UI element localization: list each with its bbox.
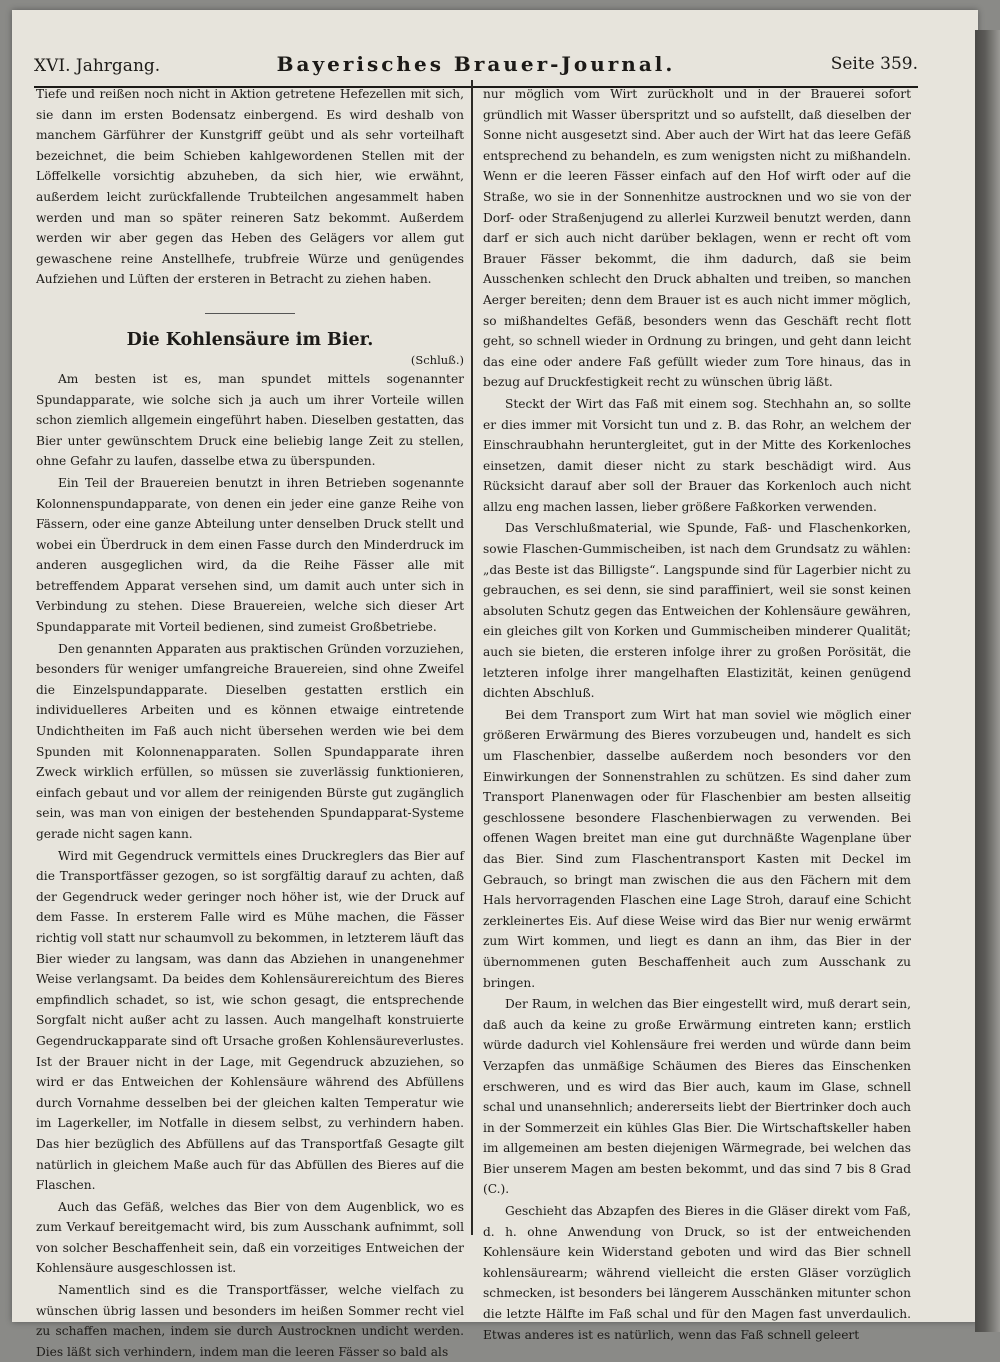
paragraph: Wird mit Gegendruck vermittels eines Druckreglers das Bier auf die Transportfässer gezogen, so ist sorgfältig darauf zu achten, daß der Gegendruck weder geringer noch höher ist, wie der Druck auf dem Fasse. In ersterem Falle wird es Mühe machen, die Fässer richtig voll statt nur schaumvoll zu bekommen, in letzterem läuft das Bier wieder zu langsam, was dann das Abziehen in unangenehmer Weise verlangsamt. Da beides dem Kohlensäurereichtum des Bieres empfindlich schadet, so ist, wie schon gesagt, die entsprechende Sorgfalt nicht außer acht zu lassen. Auch mangelhaft konstruierte Gegendruckapparate sind oft Ursache großen Kohlensäureverlustes. Ist der Brauer nicht in der Lage, mit Gegendruck abzuziehen, so wird er das Entweichen der Kohlensäure während des Abfüllens durch Vornahme desselben bei der gleichen kalten Temperatur wie im Lagerkeller, im Notfalle in diesem selbst, zu verhindern haben. Das hier bezüglich des Abfüllens auf das Transportfaß Gesagte gilt natürlich in gleichem Maße auch für das Abfüllen des Bieres auf die Flaschen. bbox=[36, 848, 464, 1193]
paragraph: Das Verschlußmaterial, wie Spunde, Faß- und Flaschenkorken, sowie Flaschen-Gummischeiben, ist nach dem Grundsatz zu wählen: „das Beste ist das Billigste“. Langspunde sind für Lagerbier nicht zu gebrauchen, es sei denn, sie sind paraffiniert, weil sie sonst keinen absoluten Schutz gegen das Entweichen der Kohlensäure gewähren, ein gleiches gilt von Korken und Gummischeiben minderer Qualität; auch sie bieten, die ersteren infolge ihrer zu großen Porösität, die letzteren infolge ihrer mangelhaften Elastizität, keinen genügend dichten Abschluß. bbox=[483, 521, 911, 701]
journal-title: Bayerisches Brauer-Journal. bbox=[276, 52, 676, 76]
page-header bbox=[34, 52, 918, 88]
paragraph: Geschieht das Abzapfen des Bieres in die Gläser direkt vom Faß, d. h. ohne Anwendung von Druck, so ist der entweichenden Kohlensäure kein Widerstand geboten und wird das Bier schnell kohlensäurearm; während vielleicht die ersten Gläser vorzüglich schmecken, ist besonders bei längerem Ausschänken mitunter schon die letzte Hälfte im Faß schal und für den Magen fast unverdaulich. Etwas anderes ist es natürlich, wenn das Faß schnell geleert bbox=[483, 1204, 911, 1342]
paragraph: Den genannten Apparaten aus praktischen Gründen vorzuziehen, besonders für weniger umfangreiche Brauereien, sind ohne Zweifel die Einzelspundapparate. Dieselben gestatten erstlich ein individuelleres Arbeiten und es können etwaige eintretende Undichtheiten im Faß auch nicht übersehen werden wie bei dem Spunden mit Kolonnenapparaten. Sollen Spundapparate ihren Zweck wirklich erfüllen, so müssen sie zuverlässig funktionieren, einfach gebaut und vor allem der reinigenden Bürste gut zugänglich sein, was man von einigen der bestehenden Spundapparat-Systeme gerade nicht sagen kann. bbox=[36, 641, 464, 841]
paragraph: Am besten ist es, man spundet mittels sogenannter Spundapparate, wie solche sich ja auch um ihrer Vorteile willen schon ziemlich allgemein eingeführt haben. Dieselben gestatten, das Bier unter gewünschtem Druck eine beliebig lange Zeit zu stellen, ohne Gefahr zu laufen, dasselbe etwa zu überspunden. bbox=[36, 371, 464, 469]
paragraph: Der Raum, in welchen das Bier eingestellt wird, muß derart sein, daß auch da keine zu große Erwärmung eintreten kann; erstlich würde dadurch viel Kohlensäure frei werden und würde dann beim Verzapfen das unmäßige Schäumen des Bieres das Einschenken erschweren, und es wird das Bier auch, kaum im Glase, schnell schal und unansehnlich; andererseits liebt der Biertrinker doch auch in der Sommerzeit ein kühles Glas Bier. Die Wirtschaftskeller haben im allgemeinen am besten diejenigen Wärmegrade, bei welchen das Bier unserem Magen am besten bekommt, und das sind 7 bis 8 Grad (C.). bbox=[483, 997, 911, 1197]
paragraph: Namentlich sind es die Transportfässer, welche vielfach zu wünschen übrig lassen und besonders im heißen Sommer recht viel zu schaffen machen, indem sie durch Austrocknen undicht werden. Dies läßt sich verhindern, indem man die leeren Fässer so bald als bbox=[36, 1283, 464, 1359]
intro-paragraph: Tiefe und reißen noch nicht in Aktion getretene Hefezellen mit sich, sie dann im ersten Bodensatz einbergend. Es wird deshalb von manchem Gärführer der Kunstgriff geübt und als sehr vorteilhaft bezeichnet, die beim Schieben kahlgewordenen Stellen mit der Löffelkelle vorsichtig abzuheben, da sich hier, wie erwähnt, außerdem leicht zurückfallende Trubteilchen angesammelt haben werden und man so später reineren Satz bekommt. Außerdem werden wir aber gegen das Heben des Gelägers vor allem gut gewaschene reine Anstellhefe, trubfreie Würze und genügendes Aufziehen und Lüften der ersteren in Betracht zu ziehen haben. bbox=[36, 87, 464, 287]
paragraph: nur möglich vom Wirt zurückholt und in der Brauerei sofort gründlich mit Wasser überspritzt und so aufstellt, daß dieselben der Sonne nicht ausgesetzt sind. Aber auch der Wirt hat das leere Gefäß entsprechend zu behandeln, es zum wenigsten nicht zu mißhandeln. Wenn er die leeren Fässer einfach auf den Hof wirft oder auf die Straße, wo sie in der Sonnenhitze austrocknen und wo sie von der Dorf- oder Straßenjugend zu allerlei Kurzweil benutzt werden, dann darf er sich auch nicht darüber beklagen, wenn er recht oft vom Brauer Fässer bekommt, die ihm dadurch, daß sie beim Ausschenken schlecht den Druck abhalten und treiben, so manchen Aerger bereiten; denn dem Brauer ist es auch nicht immer möglich, so mißhandeltes Gefäß, besonders wenn das Geschäft recht flott geht, so schnell wieder in Ordnung zu bringen, und geht dann leicht das eine oder andere Faß gefüllt wieder zum Tore hinaus, das in bezug auf Druckfestigkeit recht zu wünschen übrig läßt. bbox=[483, 87, 911, 390]
paragraph: Ein Teil der Brauereien benutzt in ihren Betrieben sogenannte Kolonnenspundapparate, von denen ein jeder eine ganze Reihe von Fässern, oder eine ganze Abteilung unter denselben Druck stellt und wobei ein Überdruck in dem einen Fasse durch den Minderdruck im anderen ausgeglichen wird, da die Reihe Fässer alle mit betreffendem Apparat versehen sind, um damit auch unter sich in Verbindung zu stehen. Diese Brauereien, welche sich dieser Art Spundapparate mit Vorteil bedienen, sind zumeist Großbetriebe. bbox=[36, 475, 464, 635]
section-rule bbox=[205, 313, 295, 314]
paragraph: Bei dem Transport zum Wirt hat man soviel wie möglich einer größeren Erwärmung des Bieres vorzubeugen und, handelt es sich um Flaschenbier, dasselbe außerdem noch besonders vor den Einwirkungen der Sonnenstrahlen zu schützen. Es sind daher zum Transport Planenwagen oder für Flaschenbier am besten allseitig geschlossene besondere Flaschenbierwagen zu verwenden. Bei offenen Wagen breitet man eine gut durchnäßte Wagenplane über das Bier. Sind zum Flaschentransport Kasten mit Deckel im Gebrauch, so bringt man zwischen die aus den Fächern mit dem Hals hervorragenden Flaschen eine Lage Stroh, darauf eine Schicht zerkleinertes Eis. Auf diese Weise wird das Bier nur wenig erwärmt zum Wirt kommen, und liegt es dann an ihm, das Bier in der übernommenen guten Beschaffenheit auch zum Ausschank zu bringen. bbox=[483, 707, 911, 990]
volume-label: XVI. Jahrgang. bbox=[34, 56, 161, 76]
page-number: Seite 359. bbox=[830, 54, 918, 74]
paragraph: Auch das Gefäß, welches das Bier von dem Augenblick, wo es zum Verkauf bereitgemacht wird, bis zum Ausschank aufnimmt, soll von solcher Beschaffenheit sein, daß ein vorzeitiges Entweichen der Kohlensäure ausgeschlossen ist. bbox=[36, 1199, 464, 1276]
right-column bbox=[483, 84, 911, 1345]
article-note: (Schluß.) bbox=[410, 352, 464, 367]
left-column bbox=[36, 84, 464, 1362]
column-divider bbox=[471, 80, 473, 1235]
article-title: Die Kohlensäure im Bier. bbox=[126, 329, 374, 350]
book-edge bbox=[975, 30, 1000, 1332]
paragraph: Steckt der Wirt das Faß mit einem sog. Stechhahn an, so sollte er dies immer mit Vorsicht tun und z. B. das Rohr, an welchem der Einschraubhahn heruntergleitet, gut in der Mitte des Korkenloches einsetzen, damit dieser nicht zu stark beschädigt wird. Aus Rücksicht darauf aber soll der Brauer das Korkenloch auch nicht allzu eng machen lassen, lieber größere Faßkorken verwenden. bbox=[483, 396, 911, 514]
